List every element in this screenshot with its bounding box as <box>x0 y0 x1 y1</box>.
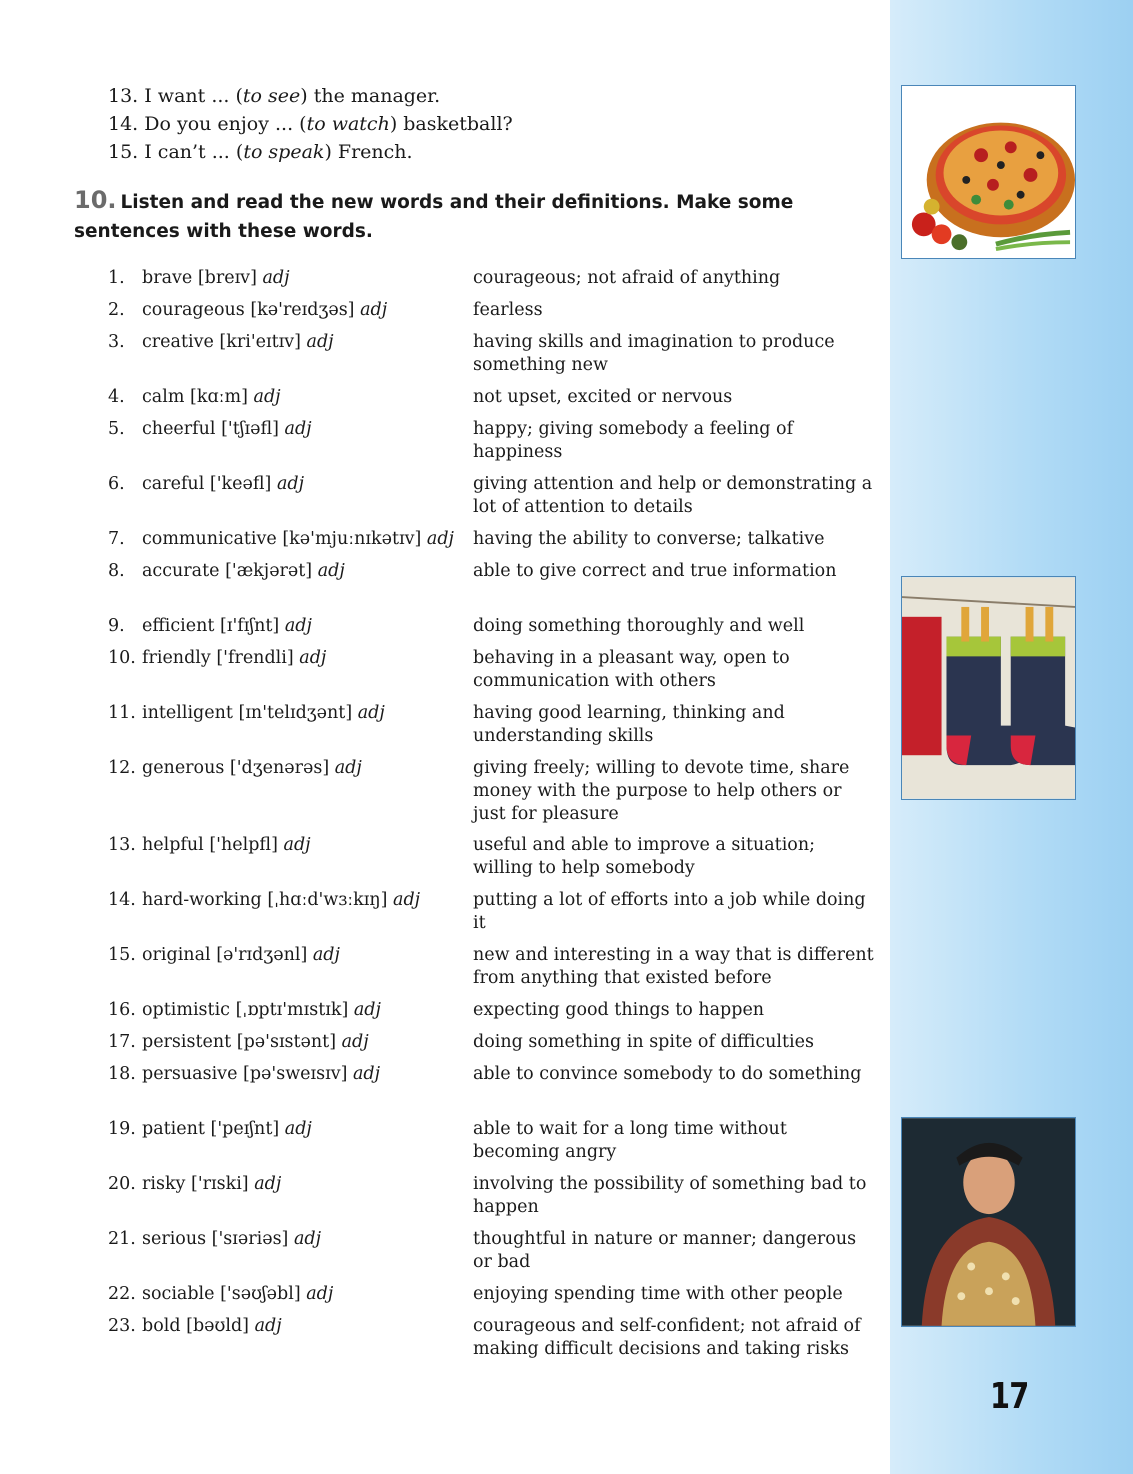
word-transcription: ['peɪʃnt] <box>210 1119 280 1139</box>
word-text: patient <box>142 1119 205 1139</box>
word-entry <box>142 418 312 441</box>
word-definition: thoughtful in nature or manner; dangerous or bad <box>473 1229 857 1272</box>
sentence-text: ) French. <box>324 141 413 163</box>
sentence-text: Do you enjoy ... ( <box>144 113 307 135</box>
word-text: persistent <box>142 1032 232 1052</box>
word-text: accurate <box>142 561 220 581</box>
exercise-instruction: Listen and read the new words and their definitions. Make some sentences with these words. <box>74 192 794 242</box>
word-entry <box>142 1315 282 1338</box>
portrait-illustration <box>902 1118 1075 1326</box>
word-transcription: ['frendli] <box>216 648 294 668</box>
word-definition: doing something in spite of difficulties <box>473 1032 814 1052</box>
word-transcription: [ə'rɪdʒənl] <box>216 945 308 965</box>
word-part-of-speech: adj <box>254 1174 282 1194</box>
word-text: sociable <box>142 1284 215 1304</box>
word-number: 10. <box>108 648 136 668</box>
word-part-of-speech: adj <box>353 1064 381 1084</box>
pizza-illustration <box>902 86 1075 258</box>
word-entry <box>142 386 281 409</box>
sentence-number: 13. <box>108 85 139 107</box>
sentence-verb: to speak <box>243 141 325 163</box>
word-transcription: ['rɪski] <box>191 1174 249 1194</box>
word-part-of-speech: adj <box>312 945 340 965</box>
word-transcription: [ɪ'fɪʃnt] <box>220 616 280 636</box>
word-transcription: [pə'sweɪsɪv] <box>243 1064 348 1084</box>
word-part-of-speech: adj <box>284 419 312 439</box>
sentence-14 <box>108 110 513 138</box>
word-definition: courageous and self-confident; not afraid of making difficult decisions and taking risks <box>473 1316 861 1359</box>
word-number: 9. <box>108 616 125 636</box>
word-text: helpful <box>142 835 204 855</box>
word-entry <box>142 834 311 857</box>
word-text: persuasive <box>142 1064 238 1084</box>
word-transcription: [breɪv] <box>197 268 257 288</box>
word-part-of-speech: adj <box>357 703 385 723</box>
exercise-number: 10. <box>74 186 117 214</box>
portrait-photo <box>901 1117 1076 1327</box>
word-entry <box>142 1118 312 1141</box>
word-transcription: ['keəfl] <box>209 474 272 494</box>
word-text: courageous <box>142 300 245 320</box>
word-text: cheerful <box>142 419 216 439</box>
word-transcription: ['səʊʃəbl] <box>220 1284 301 1304</box>
word-definition: doing something thoroughly and well <box>473 616 805 636</box>
word-part-of-speech: adj <box>317 561 345 581</box>
word-entry <box>142 702 385 725</box>
word-definition: enjoying spending time with other people <box>473 1284 843 1304</box>
word-definition: able to wait for a long time without becoming angry <box>473 1119 787 1162</box>
word-transcription: [kə'reɪdʒəs] <box>250 300 355 320</box>
word-definition: having good learning, thinking and understanding skills <box>473 703 785 746</box>
word-number: 22. <box>108 1284 136 1304</box>
word-part-of-speech: adj <box>253 387 281 407</box>
sentence-15 <box>108 138 413 166</box>
sentence-number: 15. <box>108 141 139 163</box>
word-entry <box>142 889 420 912</box>
word-number: 12. <box>108 758 136 778</box>
word-definition: able to convince somebody to do something <box>473 1064 862 1084</box>
word-number: 11. <box>108 703 136 723</box>
sentence-text: ) the manager. <box>300 85 441 107</box>
word-text: original <box>142 945 211 965</box>
word-definition: putting a lot of efforts into a job while doing it <box>473 890 866 933</box>
word-text: communicative <box>142 529 277 549</box>
word-definition: courageous; not afraid of anything <box>473 268 781 288</box>
sentence-verb: to see <box>242 85 301 107</box>
word-text: creative <box>142 332 214 352</box>
word-text: bold <box>142 1316 181 1336</box>
word-text: brave <box>142 268 193 288</box>
word-text: optimistic <box>142 1000 230 1020</box>
word-part-of-speech: adj <box>334 758 362 778</box>
word-part-of-speech: adj <box>254 1316 282 1336</box>
word-definition: giving freely; willing to devote time, share money with the purpose to help others or just for pleasure <box>473 758 850 824</box>
word-number: 19. <box>108 1119 136 1139</box>
word-part-of-speech: adj <box>353 1000 381 1020</box>
word-number: 13. <box>108 835 136 855</box>
word-entry <box>142 267 290 290</box>
word-text: calm <box>142 387 185 407</box>
word-entry <box>142 1173 281 1196</box>
word-transcription: [bəʊld] <box>186 1316 249 1336</box>
word-transcription: [kə'mjuːnɪkətɪv] <box>282 529 422 549</box>
word-entry <box>142 1063 380 1086</box>
word-text: serious <box>142 1229 207 1249</box>
word-definition: involving the possibility of something bad to happen <box>473 1174 867 1217</box>
sentence-text: ) basketball? <box>389 113 513 135</box>
word-part-of-speech: adj <box>360 300 388 320</box>
word-transcription: ['ækjərət] <box>225 561 313 581</box>
exercise-heading <box>74 186 884 246</box>
sentence-text: I want ... ( <box>144 85 243 107</box>
word-entry <box>142 1031 369 1054</box>
word-transcription: [pə'sɪstənt] <box>236 1032 337 1052</box>
word-number: 3. <box>108 332 125 352</box>
word-part-of-speech: adj <box>262 268 290 288</box>
word-entry <box>142 757 362 780</box>
sentence-13 <box>108 82 440 110</box>
word-definition: new and interesting in a way that is different from anything that existed before <box>473 945 874 988</box>
word-text: friendly <box>142 648 211 668</box>
word-part-of-speech: adj <box>276 474 304 494</box>
word-part-of-speech: adj <box>284 1119 312 1139</box>
word-definition: having the ability to converse; talkative <box>473 529 825 549</box>
sentence-number: 14. <box>108 113 139 135</box>
socks-photo <box>901 576 1076 800</box>
word-number: 20. <box>108 1174 136 1194</box>
word-number: 1. <box>108 268 125 288</box>
word-transcription: [ˌhɑːd'wɜːkɪŋ] <box>267 890 388 910</box>
word-text: hard-working <box>142 890 262 910</box>
word-transcription: ['dʒenərəs] <box>229 758 330 778</box>
word-entry <box>142 1228 321 1251</box>
word-transcription: ['tʃɪəfl] <box>221 419 279 439</box>
word-part-of-speech: adj <box>284 616 312 636</box>
socks-illustration <box>902 577 1075 799</box>
word-entry <box>142 560 345 583</box>
word-entry <box>142 1283 333 1306</box>
word-part-of-speech: adj <box>393 890 421 910</box>
word-definition: useful and able to improve a situation; willing to help somebody <box>473 835 816 878</box>
word-part-of-speech: adj <box>293 1229 322 1249</box>
word-number: 21. <box>108 1229 136 1249</box>
word-definition: behaving in a pleasant way, open to communication with others <box>473 648 790 691</box>
word-definition: fearless <box>473 300 543 320</box>
word-transcription: ['helpfl] <box>209 835 278 855</box>
sentence-text: I can’t ... ( <box>144 141 244 163</box>
word-number: 16. <box>108 1000 136 1020</box>
word-part-of-speech: adj <box>299 648 327 668</box>
word-definition: not upset, excited or nervous <box>473 387 733 407</box>
word-definition: able to give correct and true information <box>473 561 837 581</box>
word-number: 17. <box>108 1032 136 1052</box>
word-transcription: [kɑːm] <box>190 387 248 407</box>
word-part-of-speech: adj <box>306 332 334 352</box>
word-part-of-speech: adj <box>283 835 311 855</box>
word-text: risky <box>142 1174 186 1194</box>
word-entry <box>142 528 454 551</box>
word-text: generous <box>142 758 225 778</box>
word-definition: giving attention and help or demonstrating a lot of attention to details <box>473 474 873 517</box>
word-number: 4. <box>108 387 125 407</box>
word-entry <box>142 299 387 322</box>
word-entry <box>142 944 340 967</box>
word-number: 15. <box>108 945 136 965</box>
word-text: efficient <box>142 616 215 636</box>
word-number: 2. <box>108 300 125 320</box>
word-text: intelligent <box>142 703 233 723</box>
word-transcription: ['sɪəriəs] <box>211 1229 289 1249</box>
word-number: 7. <box>108 529 125 549</box>
word-entry <box>142 331 334 354</box>
word-entry <box>142 473 304 496</box>
word-part-of-speech: adj <box>426 529 454 549</box>
word-entry <box>142 615 312 638</box>
word-definition: happy; giving somebody a feeling of happiness <box>473 419 794 462</box>
word-number: 5. <box>108 419 125 439</box>
sentence-verb: to watch <box>306 113 390 135</box>
word-number: 14. <box>108 890 136 910</box>
word-transcription: [ˌɒptɪ'mɪstɪk] <box>235 1000 349 1020</box>
word-definition: expecting good things to happen <box>473 1000 765 1020</box>
word-number: 18. <box>108 1064 136 1084</box>
word-definition: having skills and imagination to produce something new <box>473 332 835 375</box>
word-number: 23. <box>108 1316 136 1336</box>
word-part-of-speech: adj <box>306 1284 334 1304</box>
word-transcription: [kri'eɪtɪv] <box>219 332 301 352</box>
word-transcription: [ɪn'telɪdʒənt] <box>238 703 353 723</box>
word-entry <box>142 647 326 670</box>
word-number: 8. <box>108 561 125 581</box>
word-entry <box>142 999 381 1022</box>
pizza-photo <box>901 85 1076 259</box>
page-number: 17 <box>990 1376 1029 1417</box>
word-part-of-speech: adj <box>341 1032 369 1052</box>
word-number: 6. <box>108 474 125 494</box>
word-text: careful <box>142 474 205 494</box>
